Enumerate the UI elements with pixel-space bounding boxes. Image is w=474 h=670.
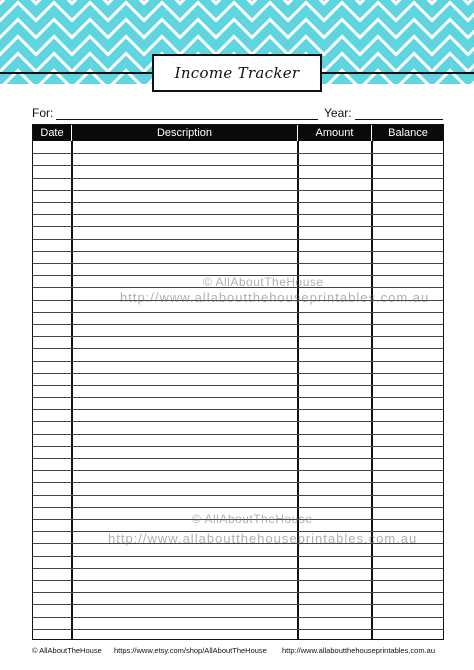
table-row[interactable] [33,446,443,447]
table-row[interactable] [33,324,443,325]
table-row[interactable] [33,592,443,593]
column-header-balance: Balance [388,127,428,139]
table-row[interactable] [33,202,443,203]
table-row[interactable] [33,434,443,435]
table-row[interactable] [33,519,443,520]
table-row[interactable] [33,629,443,630]
watermark-copyright: © AllAboutTheHouse [192,512,313,526]
table-row[interactable] [33,458,443,459]
table-row[interactable] [33,361,443,362]
column-divider-description [297,141,299,639]
table-row[interactable] [33,397,443,398]
table-row[interactable] [33,507,443,508]
table-row[interactable] [33,617,443,618]
table-row[interactable] [33,239,443,240]
footer-copyright: © AllAboutTheHouse [32,646,102,655]
income-ledger-table [32,124,444,640]
table-row[interactable] [33,263,443,264]
page-title: Income Tracker [174,64,300,82]
table-row[interactable] [33,251,443,252]
column-divider-amount [371,141,373,639]
column-divider-date [71,141,73,639]
for-field-label: For: [32,106,54,120]
table-row[interactable] [33,568,443,569]
column-header-description: Description [156,127,213,139]
table-row[interactable] [33,580,443,581]
watermark-url: http://www.allaboutthehouseprintables.com.au [120,290,430,305]
table-row[interactable] [33,543,443,544]
watermark-url: http://www.allaboutthehouseprintables.com.au [108,531,418,546]
table-row[interactable] [33,226,443,227]
table-row[interactable] [33,165,443,166]
footer-site-link[interactable]: http://www.allaboutthehouseprintables.com.au [282,646,436,655]
ledger-header-row [33,125,443,141]
watermark-copyright: © AllAboutTheHouse [203,275,324,289]
table-row[interactable] [33,300,443,301]
footer-etsy-link[interactable]: https://www.etsy.com/shop/AllAboutTheHouse [114,646,267,655]
table-row[interactable] [33,409,443,410]
column-header-date: Date [40,127,64,139]
table-row[interactable] [33,556,443,557]
table-row[interactable] [33,275,443,276]
table-row[interactable] [33,214,443,215]
column-header-amount: Amount [315,127,354,139]
table-row[interactable] [33,178,443,179]
table-row[interactable] [33,190,443,191]
table-row[interactable] [33,604,443,605]
for-field-line[interactable] [56,119,318,120]
table-row[interactable] [33,531,443,532]
year-field-line[interactable] [355,119,443,120]
table-row[interactable] [33,287,443,288]
table-row[interactable] [33,373,443,374]
table-row[interactable] [33,336,443,337]
table-row[interactable] [33,312,443,313]
table-row[interactable] [33,495,443,496]
table-row[interactable] [33,153,443,154]
table-row[interactable] [33,482,443,483]
table-row[interactable] [33,470,443,471]
year-field-label: Year: [324,106,352,120]
table-row[interactable] [33,385,443,386]
title-box [152,54,322,92]
table-row[interactable] [33,421,443,422]
table-row[interactable] [33,348,443,349]
